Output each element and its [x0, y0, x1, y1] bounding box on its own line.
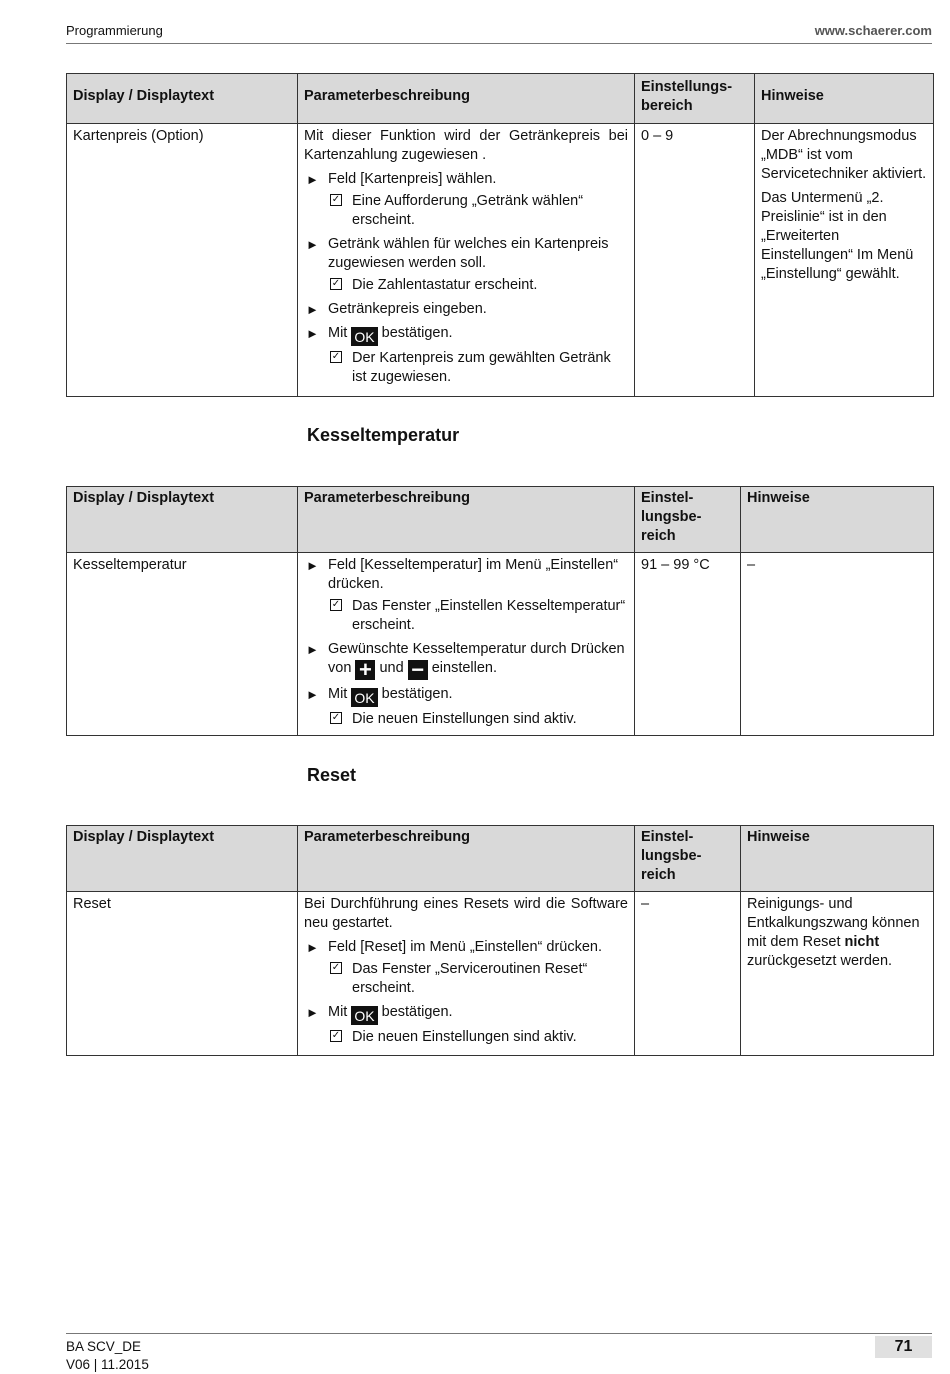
checkbox-icon: ✓ [331, 712, 341, 723]
parameter-table-reset [66, 825, 934, 1056]
page-number: 71 [875, 1336, 932, 1358]
checkbox-icon: ✓ [331, 599, 341, 610]
ok-button-icon: OK [351, 1006, 377, 1025]
notes-cell [755, 124, 934, 397]
checkbox-icon: ✓ [331, 1030, 341, 1041]
instruction-step: ► Feld [Kesseltemperatur] im Menü „Einstellen“ drücken. [306, 557, 619, 592]
checkbox-icon: ✓ [331, 351, 341, 362]
parameter-table-kartenpreis [66, 73, 934, 397]
table-row [67, 124, 934, 397]
instruction-step: ► Getränkepreis eingeben. [306, 301, 487, 317]
section-title: Reset [307, 765, 357, 785]
display-text-cell: Kartenpreis (Option) [67, 124, 298, 397]
note-text: Das Untermenü „2. Preislinie“ ist in den „Erweiterten Einstellungen“ Im Menü „Einstellung“ gewählt. [761, 190, 914, 282]
step-arrow-icon: ► [306, 302, 319, 317]
display-text-cell: Reset [67, 892, 298, 1056]
note-text: Der Abrechnungsmodus „MDB“ ist vom Servicetechniker aktiviert. [761, 128, 927, 182]
checkbox-icon: ✓ [331, 962, 341, 973]
notes-cell: – [741, 553, 934, 736]
table-row [67, 892, 934, 1056]
setting-range-cell: – [635, 892, 741, 1056]
instruction-step: ► Gewünschte Kesseltemperatur durch Drücken von + und − einstellen. [306, 641, 625, 682]
step-arrow-icon: ► [306, 940, 319, 955]
ok-button-icon: OK [351, 688, 377, 707]
header-divider [66, 43, 932, 44]
plus-button-icon: + [355, 660, 375, 680]
footer-document-id: BA SCV_DE [66, 1339, 142, 1354]
col-display: Display / Displaytext [67, 74, 298, 124]
instruction-step: ► Feld [Reset] im Menü „Einstellen“ drücken. [306, 939, 602, 955]
display-text-cell: Kesseltemperatur [67, 553, 298, 736]
intro-text: Bei Durchführung eines Resets wird die Software neu gestartet. [304, 896, 628, 931]
col-display: Display / Displaytext [67, 487, 298, 553]
col-range: Einstellungs-bereich [635, 74, 755, 124]
step-arrow-icon: ► [306, 642, 319, 657]
checkbox-icon: ✓ [331, 278, 341, 289]
notes-cell: Reinigungs- und Entkalkungszwang können mit dem Reset nicht zurückgesetzt werden. [741, 892, 934, 1056]
emphasis-text: nicht [844, 934, 880, 950]
intro-text: Mit dieser Funktion wird der Getränkepreis bei Kartenzahlung zugewiesen . [304, 128, 628, 163]
step-arrow-icon: ► [306, 558, 319, 573]
header-website: www.schaerer.com [814, 23, 932, 38]
instruction-step: ► Mit OK bestätigen. [306, 1004, 453, 1024]
header-section: Programmierung [66, 23, 163, 38]
col-range: Einstel-lungsbe-reich [635, 487, 741, 553]
col-parameter: Parameterbeschreibung [298, 74, 635, 124]
footer-version: V06 | 11.2015 [66, 1357, 149, 1372]
instruction-step: ► Mit OK bestätigen. [306, 325, 453, 345]
ok-button-icon: OK [351, 327, 377, 346]
result-item: ✓ Das Fenster „Einstellen Kesseltemperatur“ erscheint. [331, 598, 626, 633]
instruction-step: ► Feld [Kartenpreis] wählen. [306, 171, 497, 187]
setting-range-cell: 0 – 9 [635, 124, 755, 397]
col-parameter: Parameterbeschreibung [298, 487, 635, 553]
setting-range-cell: 91 – 99 °C [635, 553, 741, 736]
col-notes: Hinweise [741, 487, 934, 553]
col-notes: Hinweise [741, 826, 934, 892]
result-item: ✓ Die Zahlentastatur erscheint. [331, 277, 538, 293]
step-arrow-icon: ► [306, 326, 319, 341]
step-arrow-icon: ► [306, 687, 319, 702]
col-display: Display / Displaytext [67, 826, 298, 892]
instruction-step: ► Getränk wählen für welches ein Kartenpreis zugewiesen werden soll. [306, 236, 609, 271]
table-row [67, 553, 934, 736]
step-arrow-icon: ► [306, 172, 319, 187]
result-item: ✓ Das Fenster „Serviceroutinen Reset“ erscheint. [331, 961, 588, 996]
parameter-description-cell [298, 124, 635, 397]
col-notes: Hinweise [755, 74, 934, 124]
minus-button-icon: − [408, 660, 428, 680]
col-range: Einstel-lungsbe-reich [635, 826, 741, 892]
parameter-description-cell [298, 892, 635, 1056]
result-item: ✓ Eine Aufforderung „Getränk wählen“ erscheint. [331, 193, 584, 228]
result-item: ✓ Der Kartenpreis zum gewählten Getränk ist zugewiesen. [331, 350, 611, 385]
col-parameter: Parameterbeschreibung [298, 826, 635, 892]
checkbox-icon: ✓ [331, 194, 341, 205]
parameter-description-cell [298, 553, 635, 736]
result-item: ✓ Die neuen Einstellungen sind aktiv. [331, 1029, 577, 1045]
section-title: Kesseltemperatur [307, 425, 460, 445]
instruction-step: ► Mit OK bestätigen. [306, 686, 453, 706]
step-arrow-icon: ► [306, 237, 319, 252]
parameter-table-kesseltemperatur [66, 486, 934, 736]
step-arrow-icon: ► [306, 1005, 319, 1020]
footer-divider [66, 1333, 932, 1334]
result-item: ✓ Die neuen Einstellungen sind aktiv. [331, 711, 577, 727]
